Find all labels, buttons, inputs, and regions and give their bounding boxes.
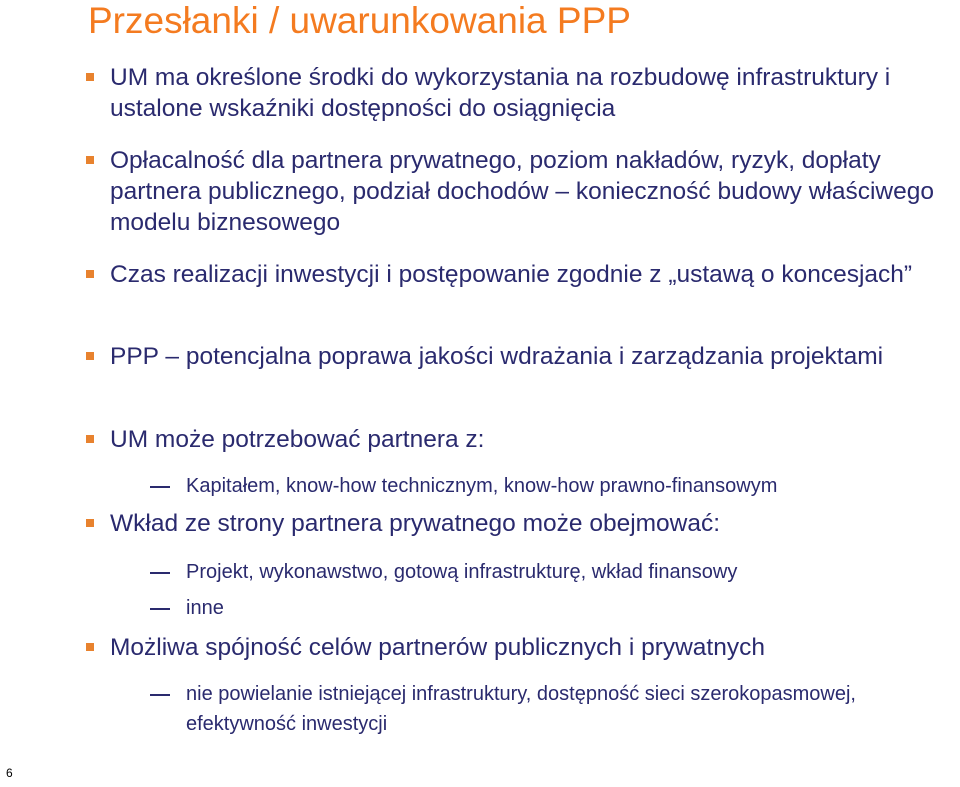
bullet-text: UM może potrzebować partnera z: bbox=[110, 426, 485, 453]
sub-bullet-item bbox=[186, 471, 956, 501]
bullet-item bbox=[110, 341, 950, 372]
bullet-text: Opłacalność dla partnera prywatnego, poziom nakładów, ryzyk, dopłaty partnera publicznego, podział dochodów – konieczność budowy właściwego modelu biznesowego bbox=[110, 147, 934, 236]
square-bullet-icon bbox=[86, 73, 94, 81]
sub-bullet-item bbox=[186, 679, 866, 739]
bullet-item bbox=[110, 508, 950, 539]
square-bullet-icon bbox=[86, 519, 94, 527]
sub-bullet-item bbox=[186, 593, 956, 623]
square-bullet-icon bbox=[86, 270, 94, 278]
dash-bullet-icon bbox=[150, 486, 170, 488]
bullet-text: Wkład ze strony partnera prywatnego może obejmować: bbox=[110, 510, 721, 537]
bullet-text: PPP – potencjalna poprawa jakości wdrażania i zarządzania projektami bbox=[110, 343, 884, 370]
sub-bullet-text: inne bbox=[186, 597, 224, 619]
dash-bullet-icon bbox=[150, 694, 170, 696]
sub-bullet-text: nie powielanie istniejącej infrastruktury, dostępność sieci szerokopasmowej, efektywność inwestycji bbox=[186, 683, 856, 735]
bullet-item bbox=[110, 632, 950, 663]
dash-bullet-icon bbox=[150, 608, 170, 610]
bullet-item bbox=[110, 424, 950, 455]
bullet-text: Czas realizacji inwestycji i postępowanie zgodnie z „ustawą o koncesjach” bbox=[110, 261, 913, 288]
square-bullet-icon bbox=[86, 435, 94, 443]
bullet-text: Możliwa spójność celów partnerów publicznych i prywatnych bbox=[110, 634, 765, 661]
sub-bullet-text: Kapitałem, know-how technicznym, know-how prawno-finansowym bbox=[186, 475, 778, 497]
bullet-item bbox=[110, 145, 950, 238]
sub-bullet-text: Projekt, wykonawstwo, gotową infrastrukturę, wkład finansowy bbox=[186, 561, 738, 583]
square-bullet-icon bbox=[86, 352, 94, 360]
square-bullet-icon bbox=[86, 643, 94, 651]
bullet-text: UM ma określone środki do wykorzystania na rozbudowę infrastruktury i ustalone wskaźniki dostępności do osiągnięcia bbox=[110, 64, 891, 122]
bullet-item bbox=[110, 62, 950, 124]
square-bullet-icon bbox=[86, 156, 94, 164]
dash-bullet-icon bbox=[150, 572, 170, 574]
bullet-item bbox=[110, 259, 950, 290]
sub-bullet-item bbox=[186, 557, 956, 587]
page-number: 6 bbox=[6, 766, 13, 780]
slide-title: Przesłanki / uwarunkowania PPP bbox=[88, 0, 631, 41]
